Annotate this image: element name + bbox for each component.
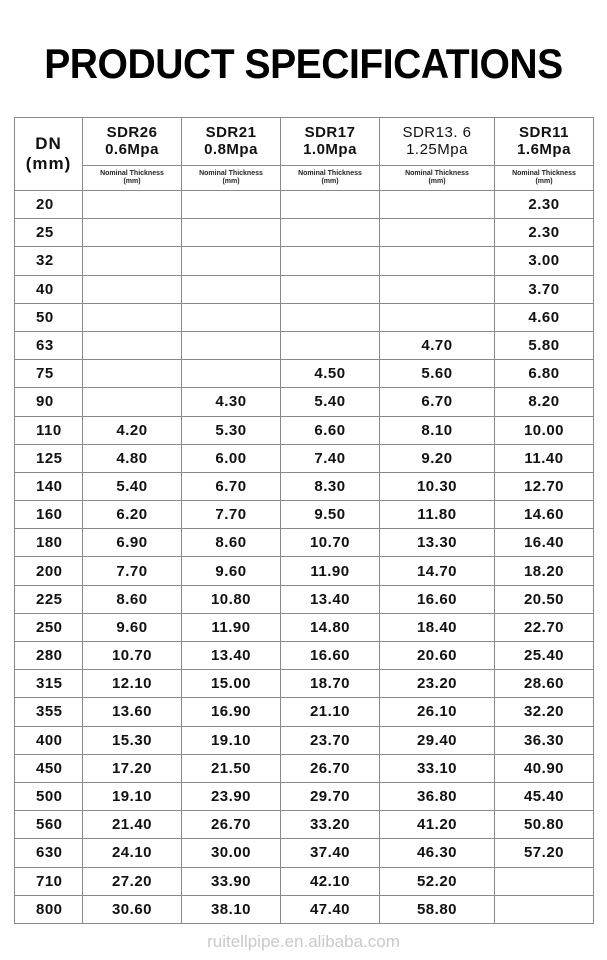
thickness-cell: 36.80 [380,782,495,810]
sdr-label: SDR26 [106,124,158,142]
thickness-cell: 18.70 [281,670,380,698]
thickness-cell: 19.10 [182,726,281,754]
thickness-cell: 4.50 [281,360,380,388]
thickness-cell: 58.80 [380,895,495,923]
thickness-cell [495,867,594,895]
thickness-cell: 14.80 [281,613,380,641]
thickness-cell: 19.10 [83,782,182,810]
dn-cell: 800 [15,895,83,923]
thickness-cell: 3.00 [495,247,594,275]
thickness-cell: 26.70 [281,754,380,782]
thickness-cell [182,247,281,275]
dn-header-label: DN [35,134,62,153]
thickness-cell: 13.40 [281,585,380,613]
table-row [15,557,594,585]
dn-cell: 280 [15,642,83,670]
pressure-label: 1.0Mpa [303,141,357,159]
thickness-cell: 16.60 [380,585,495,613]
thickness-cell [83,303,182,331]
thickness-cell: 13.30 [380,529,495,557]
sdr-column-header [83,118,182,166]
thickness-cell: 8.10 [380,416,495,444]
thickness-cell [83,219,182,247]
sdr-label: SDR13. 6 [402,124,472,142]
table-row [15,754,594,782]
table-row [15,247,594,275]
thickness-cell: 26.70 [182,811,281,839]
dn-cell: 250 [15,613,83,641]
dn-cell: 20 [15,191,83,219]
dn-cell: 355 [15,698,83,726]
thickness-cell: 9.60 [83,613,182,641]
thickness-cell [182,191,281,219]
thickness-cell: 27.20 [83,867,182,895]
thickness-cell: 2.30 [495,219,594,247]
watermark: ruitellpipe.en.alibaba.com [207,932,400,951]
thickness-cell: 11.40 [495,444,594,472]
thickness-cell [281,219,380,247]
thickness-cell: 9.50 [281,501,380,529]
thickness-cell [380,247,495,275]
thickness-cell: 3.70 [495,275,594,303]
table-row [15,501,594,529]
thickness-cell: 57.20 [495,839,594,867]
thickness-cell [83,247,182,275]
dn-cell: 500 [15,782,83,810]
sdr-label: SDR21 [205,124,257,142]
table-row [15,585,594,613]
thickness-cell: 14.70 [380,557,495,585]
dn-column-header [15,118,83,191]
dn-cell: 75 [15,360,83,388]
pressure-label: 1.6Mpa [517,141,571,159]
thickness-cell: 7.70 [182,501,281,529]
thickness-cell: 33.20 [281,811,380,839]
thickness-cell: 33.10 [380,754,495,782]
table-row [15,613,594,641]
table-row [15,839,594,867]
pressure-label: 1.25Mpa [406,141,468,159]
table-row [15,472,594,500]
thickness-cell [281,191,380,219]
dn-cell: 90 [15,388,83,416]
thickness-cell: 22.70 [495,613,594,641]
thickness-cell [380,219,495,247]
dn-cell: 25 [15,219,83,247]
thickness-cell [182,275,281,303]
dn-cell: 710 [15,867,83,895]
thickness-cell: 16.90 [182,698,281,726]
thickness-cell [182,360,281,388]
subheader-row [15,165,594,190]
pressure-label: 0.6Mpa [105,141,159,159]
thickness-cell [182,331,281,359]
thickness-cell [380,275,495,303]
table-row [15,782,594,810]
thickness-cell [281,303,380,331]
thickness-cell: 5.80 [495,331,594,359]
table-row [15,303,594,331]
thickness-cell: 40.90 [495,754,594,782]
dn-cell: 630 [15,839,83,867]
table-row [15,698,594,726]
table-row [15,360,594,388]
thickness-cell: 42.10 [281,867,380,895]
thickness-cell: 6.60 [281,416,380,444]
thickness-cell: 18.40 [380,613,495,641]
dn-header-unit: (mm) [25,154,72,173]
sdr-column-header [380,118,495,166]
sdr-label: SDR11 [518,124,570,142]
thickness-cell: 7.70 [83,557,182,585]
table-row [15,642,594,670]
nominal-thickness-label: Nominal Thickness (mm) [380,165,495,190]
thickness-cell: 2.30 [495,191,594,219]
dn-cell: 400 [15,726,83,754]
thickness-cell: 10.30 [380,472,495,500]
thickness-cell: 45.40 [495,782,594,810]
table-row [15,388,594,416]
thickness-cell [281,275,380,303]
thickness-cell: 12.70 [495,472,594,500]
thickness-cell: 30.00 [182,839,281,867]
thickness-cell: 23.90 [182,782,281,810]
sdr-column-header [182,118,281,166]
thickness-cell: 4.30 [182,388,281,416]
thickness-cell: 9.20 [380,444,495,472]
thickness-cell: 5.60 [380,360,495,388]
nominal-thickness-label: Nominal Thickness (mm) [281,165,380,190]
table-row [15,867,594,895]
pressure-label: 0.8Mpa [204,141,258,159]
dn-cell: 560 [15,811,83,839]
thickness-cell [182,219,281,247]
sdr-label: SDR17 [304,124,356,142]
thickness-cell [380,191,495,219]
header-row [15,118,594,166]
thickness-cell: 30.60 [83,895,182,923]
thickness-cell: 17.20 [83,754,182,782]
thickness-cell: 28.60 [495,670,594,698]
thickness-cell: 21.10 [281,698,380,726]
thickness-cell [83,275,182,303]
dn-cell: 63 [15,331,83,359]
nominal-thickness-label: Nominal Thickness (mm) [83,165,182,190]
dn-cell: 32 [15,247,83,275]
thickness-cell: 41.20 [380,811,495,839]
thickness-cell [281,331,380,359]
thickness-cell: 20.60 [380,642,495,670]
thickness-cell [495,895,594,923]
thickness-cell: 29.70 [281,782,380,810]
thickness-cell: 8.60 [182,529,281,557]
thickness-cell: 37.40 [281,839,380,867]
table-row [15,275,594,303]
thickness-cell: 10.00 [495,416,594,444]
thickness-cell [83,360,182,388]
thickness-cell: 33.90 [182,867,281,895]
thickness-cell: 8.30 [281,472,380,500]
table-row [15,529,594,557]
thickness-cell: 6.90 [83,529,182,557]
thickness-cell: 13.60 [83,698,182,726]
thickness-cell: 18.20 [495,557,594,585]
table-row [15,219,594,247]
thickness-cell: 15.00 [182,670,281,698]
thickness-cell [281,247,380,275]
dn-cell: 160 [15,501,83,529]
thickness-cell: 4.20 [83,416,182,444]
thickness-cell: 26.10 [380,698,495,726]
thickness-cell: 38.10 [182,895,281,923]
table-row [15,726,594,754]
thickness-cell: 10.70 [83,642,182,670]
thickness-cell: 46.30 [380,839,495,867]
thickness-cell: 6.80 [495,360,594,388]
thickness-cell: 4.60 [495,303,594,331]
nominal-thickness-label: Nominal Thickness (mm) [182,165,281,190]
thickness-cell [83,388,182,416]
dn-cell: 450 [15,754,83,782]
thickness-cell: 4.70 [380,331,495,359]
thickness-cell: 5.40 [83,472,182,500]
thickness-cell: 6.70 [182,472,281,500]
sdr-column-header [495,118,594,166]
thickness-cell: 15.30 [83,726,182,754]
thickness-cell: 4.80 [83,444,182,472]
thickness-cell: 24.10 [83,839,182,867]
thickness-cell: 50.80 [495,811,594,839]
thickness-cell: 16.60 [281,642,380,670]
thickness-cell: 8.20 [495,388,594,416]
dn-cell: 50 [15,303,83,331]
table-row [15,670,594,698]
thickness-cell: 6.00 [182,444,281,472]
dn-cell: 125 [15,444,83,472]
thickness-cell: 23.70 [281,726,380,754]
thickness-cell: 23.20 [380,670,495,698]
table-row [15,444,594,472]
dn-cell: 180 [15,529,83,557]
dn-cell: 140 [15,472,83,500]
dn-cell: 110 [15,416,83,444]
thickness-cell: 9.60 [182,557,281,585]
thickness-cell: 5.30 [182,416,281,444]
table-row [15,895,594,923]
thickness-cell: 11.90 [182,613,281,641]
thickness-cell: 47.40 [281,895,380,923]
thickness-cell: 8.60 [83,585,182,613]
thickness-cell [83,191,182,219]
spec-table-body [15,191,594,924]
thickness-cell [380,303,495,331]
table-row [15,191,594,219]
thickness-cell: 10.70 [281,529,380,557]
thickness-cell: 5.40 [281,388,380,416]
thickness-cell: 36.30 [495,726,594,754]
thickness-cell: 14.60 [495,501,594,529]
table-row [15,416,594,444]
thickness-cell: 10.80 [182,585,281,613]
sdr-column-header [281,118,380,166]
thickness-cell: 21.50 [182,754,281,782]
dn-cell: 200 [15,557,83,585]
thickness-cell: 13.40 [182,642,281,670]
table-row [15,331,594,359]
thickness-cell: 12.10 [83,670,182,698]
thickness-cell: 21.40 [83,811,182,839]
spec-table [14,117,594,924]
dn-cell: 40 [15,275,83,303]
thickness-cell: 11.90 [281,557,380,585]
thickness-cell: 11.80 [380,501,495,529]
thickness-cell: 20.50 [495,585,594,613]
thickness-cell [83,331,182,359]
thickness-cell: 6.70 [380,388,495,416]
thickness-cell [182,303,281,331]
dn-cell: 315 [15,670,83,698]
thickness-cell: 52.20 [380,867,495,895]
thickness-cell: 16.40 [495,529,594,557]
page-title: PRODUCT SPECIFICATIONS [44,40,563,87]
thickness-cell: 7.40 [281,444,380,472]
table-row [15,811,594,839]
thickness-cell: 25.40 [495,642,594,670]
thickness-cell: 32.20 [495,698,594,726]
dn-cell: 225 [15,585,83,613]
nominal-thickness-label: Nominal Thickness (mm) [495,165,594,190]
thickness-cell: 29.40 [380,726,495,754]
thickness-cell: 6.20 [83,501,182,529]
